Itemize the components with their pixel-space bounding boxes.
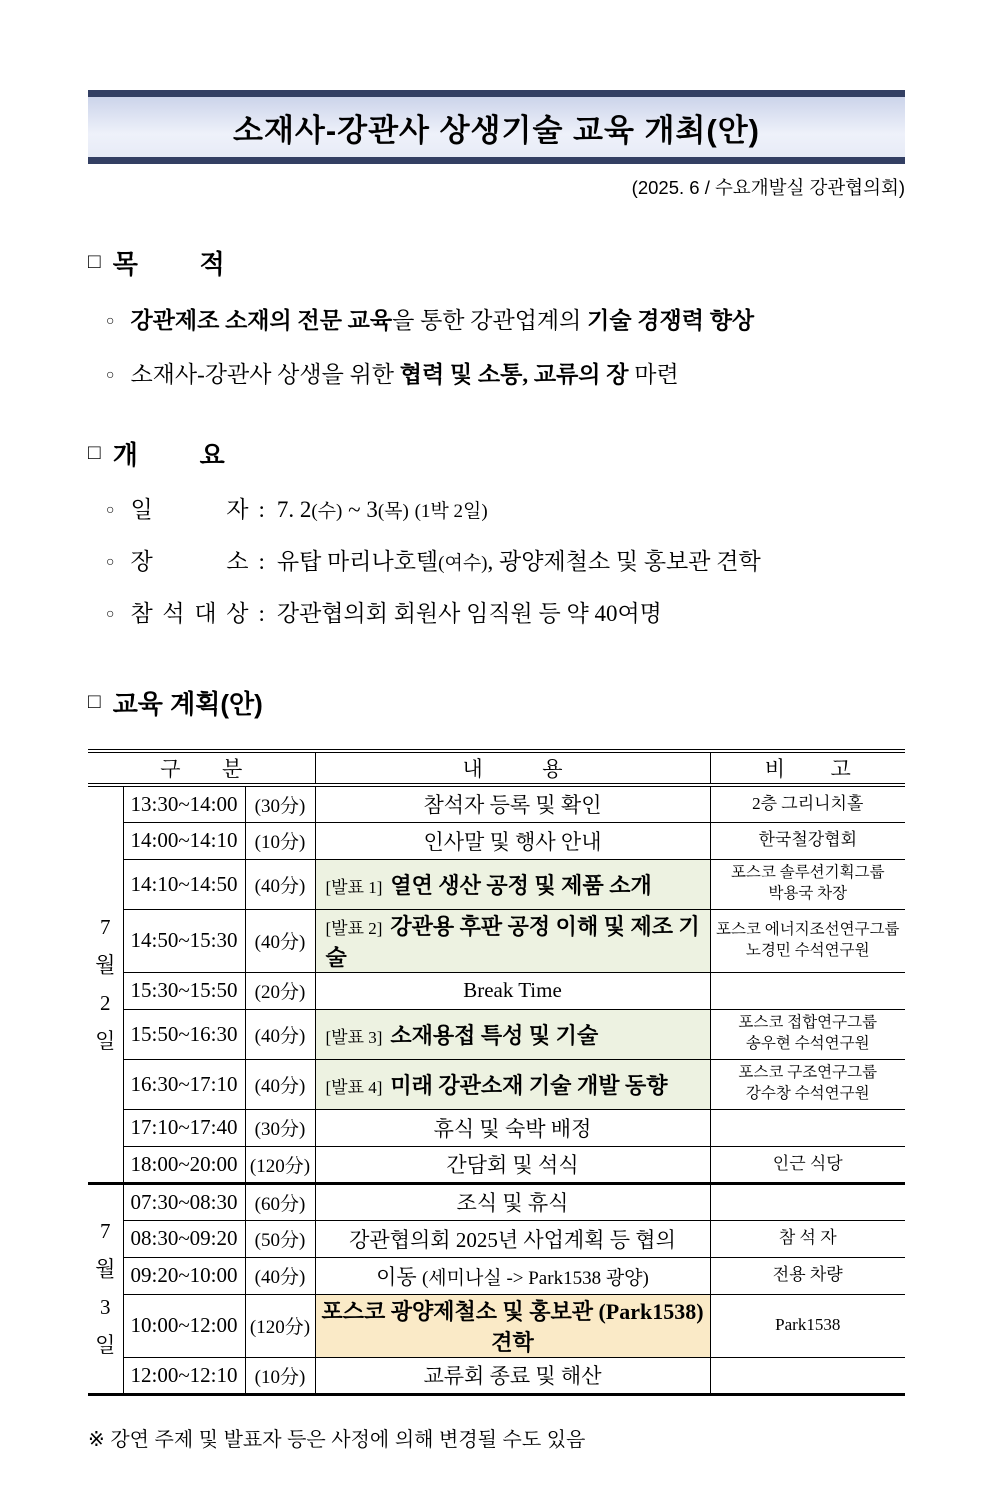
overview-heading-label: 개 요 [112,440,225,470]
overview-item-separator: : [258,549,265,574]
content-cell: 참석자 등록 및 확인 [315,785,710,822]
duration-cell: (120分) [245,1294,315,1357]
footnote: ※ 강연 주제 및 발표자 등은 사정에 의해 변경될 수도 있음 [88,1428,586,1451]
circle-bullet-icon: ○ [106,555,115,570]
time-cell: 13:30~14:00 [123,785,245,822]
header-group [88,751,315,785]
schedule-row [88,1357,905,1394]
content-note: (세미나실 -> Park1538 광양) [421,1267,649,1289]
content-cell: 휴식 및 숙박 배정 [315,1109,710,1146]
day-label-cell: 7 월 3 일 [88,1183,123,1394]
presentation-title: 미래 강관소재 기술 개발 동향 [390,1072,668,1098]
schedule-row [88,1059,905,1109]
time-cell: 14:00~14:10 [123,822,245,859]
time-cell: 07:30~08:30 [123,1183,245,1220]
time-cell: 15:30~15:50 [123,972,245,1009]
remark-cell: 2층 그리니치홀 [710,785,905,822]
content-cell: 간담회 및 석식 [315,1146,710,1183]
duration-cell: (30分) [245,785,315,822]
title-banner [88,90,905,164]
duration-cell: (60分) [245,1183,315,1220]
duration-cell: (50分) [245,1220,315,1257]
schedule-row [88,1146,905,1183]
duration-cell: (40分) [245,1059,315,1109]
remark-cell: 한국철강협회 [710,822,905,859]
content-cell: 포스코 광양제철소 및 홍보관 (Park1538) 견학 [315,1294,710,1357]
remark-cell [710,1109,905,1146]
remark-cell: 포스코 접합연구그룹 송우현 수석연구원 [710,1009,905,1059]
content-cell [315,859,710,909]
duration-cell: (20分) [245,972,315,1009]
document-page [0,90,992,1493]
remark-cell: Park1538 [710,1294,905,1357]
schedule-row [88,1294,905,1357]
time-cell: 08:30~09:20 [123,1220,245,1257]
presentation-number: [발표 2] [325,918,383,938]
content-cell: 이동 (세미나실 -> Park1538 광양) [315,1257,710,1294]
remark-cell: 포스코 솔루션기획그룹 박용국 차장 [710,859,905,909]
overview-item-place [106,543,905,576]
overview-item-value: 유탑 마리나호텔(여수), 광양제철소 및 홍보관 견학 [276,549,761,574]
square-bullet-icon: □ [88,249,101,273]
content-cell: 강관협의회 2025년 사업계획 등 협의 [315,1220,710,1257]
document-title: 소재사-강관사 상생기술 교육 개최(안) [233,112,760,148]
content-cell: 인사말 및 행사 안내 [315,822,710,859]
content-cell: 교류회 종료 및 해산 [315,1357,710,1394]
header-remark-label: 비 고 [764,757,851,781]
time-cell: 18:00~20:00 [123,1146,245,1183]
time-cell: 12:00~12:10 [123,1357,245,1394]
remark-cell: 참 석 자 [710,1220,905,1257]
duration-cell: (30分) [245,1109,315,1146]
time-cell: 09:20~10:00 [123,1257,245,1294]
purpose-item [106,302,905,335]
duration-cell: (10分) [245,822,315,859]
circle-bullet-icon: ○ [106,607,115,622]
purpose-item-text: 강관제조 소재의 전문 교육을 통한 강관업계의 기술 경쟁력 향상 [130,308,755,333]
remark-cell [710,972,905,1009]
banner-body [88,97,905,157]
presentation-title: 강관용 후판 공정 이해 및 제조 기술 [325,913,700,970]
schedule-row [88,822,905,859]
content-cell: 조식 및 휴식 [315,1183,710,1220]
remark-cell: 포스코 에너지조선연구그룹 노경민 수석연구원 [710,909,905,972]
overview-item-separator: : [258,601,265,626]
overview-item-value: 강관협의회 회원사 임직원 등 약 40여명 [276,601,662,626]
overview-item-label: 장 소 [130,549,249,574]
presentation-number: [발표 1] [325,877,383,897]
time-cell: 16:30~17:10 [123,1059,245,1109]
remark-cell: 인근 식당 [710,1146,905,1183]
square-bullet-icon: □ [88,689,101,713]
remark-cell: 전용 차량 [710,1257,905,1294]
duration-cell: (40分) [245,909,315,972]
presentation-number: [발표 3] [325,1027,383,1047]
presentation-number: [발표 4] [325,1077,383,1097]
circle-bullet-icon: ○ [106,314,115,329]
duration-cell: (10分) [245,1357,315,1394]
circle-bullet-icon: ○ [106,368,115,383]
time-cell: 14:50~15:30 [123,909,245,972]
header-remark [710,751,905,785]
duration-cell: (40分) [245,859,315,909]
overview-item-attendees [106,595,905,628]
overview-item-value: 7. 2(수) ~ 3(목) (1박 2일) [276,497,488,522]
header-group-label: 구 분 [160,757,243,781]
overview-heading [88,435,905,472]
plan-heading [88,684,905,721]
schedule-row [88,1183,905,1220]
banner-top-bar [88,90,905,97]
schedule-row [88,1220,905,1257]
day-label-cell: 7 월 2 일 [88,785,123,1183]
content-cell [315,1009,710,1059]
time-cell: 15:50~16:30 [123,1009,245,1059]
purpose-item-text: 소재사-강관사 상생을 위한 협력 및 소통, 교류의 장 마련 [130,362,679,387]
remark-cell [710,1183,905,1220]
overview-item-date [106,491,905,524]
remark-cell: 포스코 구조연구그룹 강수창 수석연구원 [710,1059,905,1109]
content-cell [315,1059,710,1109]
schedule-header-row [88,751,905,785]
content-cell [315,909,710,972]
schedule-body [88,785,905,1394]
schedule-row [88,972,905,1009]
time-cell: 10:00~12:00 [123,1294,245,1357]
schedule-row [88,1109,905,1146]
banner-bottom-bar [88,157,905,164]
schedule-row [88,909,905,972]
time-cell: 14:10~14:50 [123,859,245,909]
duration-cell: (40分) [245,1257,315,1294]
presentation-title: 소재용접 특성 및 기술 [390,1022,599,1048]
plan-heading-label: 교육 계획(안) [112,689,263,719]
overview-item-label: 일 자 [130,497,249,522]
content-cell: Break Time [315,972,710,1009]
purpose-item [106,356,905,389]
schedule-table [88,749,905,1396]
presentation-title: 열연 생산 공정 및 제품 소개 [390,872,652,898]
date-attribution: (2025. 6 / 수요개발실 강관협의회) [631,177,905,198]
purpose-heading [88,244,905,281]
header-content [315,751,710,785]
circle-bullet-icon: ○ [106,503,115,518]
remark-cell [710,1357,905,1394]
duration-cell: (40分) [245,1009,315,1059]
overview-item-separator: : [258,497,265,522]
duration-cell: (120分) [245,1146,315,1183]
time-cell: 17:10~17:40 [123,1109,245,1146]
schedule-row [88,859,905,909]
schedule-row [88,1009,905,1059]
schedule-row [88,785,905,822]
purpose-heading-label: 목 적 [112,249,225,279]
header-content-label: 내 용 [462,757,563,781]
square-bullet-icon: □ [88,440,101,464]
schedule-row [88,1257,905,1294]
overview-item-label: 참 석 대 상 [130,601,249,626]
